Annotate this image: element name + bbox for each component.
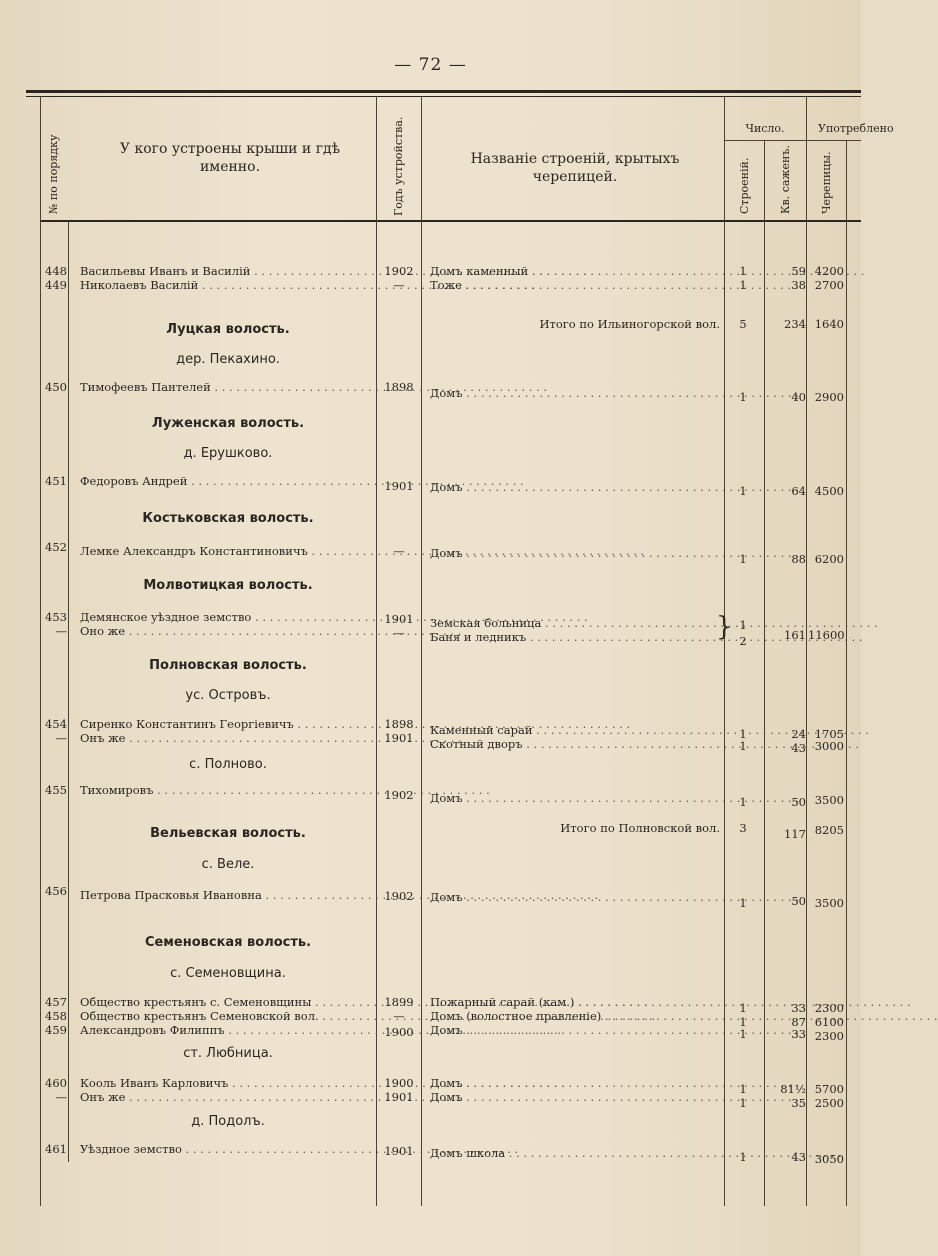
- table-row: [0, 474, 861, 498]
- cell-cnt: 3: [739, 821, 747, 835]
- cell-cnt: 1: [739, 278, 747, 292]
- cell-cnt: 1: [739, 1150, 747, 1164]
- cell-tiles: 11600: [808, 628, 845, 642]
- cell-year: —: [393, 278, 405, 292]
- cell-owner: Демянское уѣздное земство . . .: [80, 610, 376, 624]
- table-row: [0, 783, 861, 809]
- table-row: [0, 995, 861, 1015]
- table-row: [0, 1076, 861, 1096]
- cell-year: 1902: [384, 788, 414, 802]
- village-heading: д. Ерушково.: [183, 446, 273, 461]
- cell-area: 50: [791, 894, 806, 908]
- header-building: Названіе строеній, крытыхъ черепицей.: [470, 151, 680, 185]
- cell-tiles: 6200: [814, 552, 844, 566]
- table-row: [0, 884, 861, 910]
- cell-tiles: 6100: [814, 1015, 844, 1029]
- cell-bname: Земская больница . . .: [430, 616, 720, 630]
- cell-bname: Пожарный сарай (кам.) . . .: [430, 995, 720, 1009]
- cell-num: 453: [45, 610, 67, 624]
- cell-area: 161: [784, 628, 806, 642]
- cell-year: 1901: [384, 479, 414, 493]
- cell-owner: Уѣздное земство . . .: [80, 1142, 376, 1156]
- cell-cnt: 1: [739, 1015, 747, 1029]
- header-used: Употреблено: [818, 122, 894, 135]
- table-row: [0, 1009, 861, 1029]
- cell-owner: Кооль Иванъ Карловичъ . . .: [80, 1076, 376, 1090]
- cell-bname: Домъ . . .: [430, 546, 720, 560]
- cell-cnt: 2: [739, 634, 747, 648]
- cell-owner: Общество крестьянъ с. Семеновщины . . .: [80, 995, 376, 1009]
- cell-tiles: 1640: [814, 317, 844, 331]
- column-line: [806, 96, 807, 1206]
- header-year: Годъ устройства.: [392, 116, 405, 216]
- cell-tiles: 3050: [814, 1152, 844, 1166]
- cell-area: 81½: [780, 1082, 806, 1096]
- cell-bname: Домъ (волостное правленіе) . . .: [430, 1009, 720, 1023]
- cell-num: —: [55, 624, 67, 638]
- cell-year: 1900: [384, 1025, 414, 1039]
- top-rule: [26, 90, 861, 93]
- cell-tiles: 2700: [814, 278, 844, 292]
- cell-cnt: 1: [739, 484, 747, 498]
- cell-bname: Домъ . . .: [430, 890, 720, 904]
- cell-bname: Домъ . . .: [430, 480, 720, 494]
- village-heading: с. Веле.: [201, 857, 255, 872]
- cell-tiles: 4200: [814, 264, 844, 278]
- cell-owner: Онъ же . . .: [80, 731, 376, 745]
- cell-year: 1901: [384, 1090, 414, 1104]
- cell-cnt: 5: [739, 317, 747, 331]
- cell-total: Итого по Полновской вол.: [560, 821, 720, 835]
- cell-cnt: 1: [739, 795, 747, 809]
- header-sub-rule: [724, 140, 861, 141]
- cell-owner: Оно же . . .: [80, 624, 376, 638]
- cell-area: 24: [791, 727, 806, 741]
- cell-tiles: 3500: [814, 896, 844, 910]
- village-heading: д. Подолъ.: [191, 1114, 265, 1129]
- cell-year: 1902: [384, 264, 414, 278]
- cell-cnt: 1: [739, 1096, 747, 1110]
- cell-cnt: 1: [739, 618, 747, 632]
- cell-year: —: [393, 1009, 405, 1023]
- section-heading: Молвотицкая волость.: [143, 578, 313, 593]
- table-row: [0, 1023, 861, 1043]
- cell-tiles: 2300: [814, 1001, 844, 1015]
- cell-bname: Домъ . . .: [430, 791, 720, 805]
- page-number: — 72 —: [394, 55, 467, 75]
- cell-tiles: 2300: [814, 1029, 844, 1043]
- cell-year: 1898: [384, 717, 414, 731]
- cell-year: 1902: [384, 889, 414, 903]
- cell-bname: Домъ каменный . . .: [430, 264, 720, 278]
- cell-area: 38: [791, 278, 806, 292]
- cell-tiles: 1705: [814, 727, 844, 741]
- cell-owner: Петрова Прасковья Ивановна . . .: [80, 888, 376, 902]
- header-area: Кв. саженъ.: [779, 145, 792, 214]
- cell-cnt: 1: [739, 1001, 747, 1015]
- cell-area: 59: [791, 264, 806, 278]
- table-row: [0, 278, 861, 292]
- cell-area: 50: [791, 795, 806, 809]
- column-line: [724, 96, 725, 1206]
- column-line: [764, 140, 765, 1206]
- cell-area: 33: [791, 1027, 806, 1041]
- cell-cnt: 1: [739, 896, 747, 910]
- cell-owner: Васильевы Иванъ и Василій . . .: [80, 264, 376, 278]
- cell-num: 448: [45, 264, 67, 278]
- cell-owner: Тихомировъ . . .: [80, 783, 376, 797]
- cell-owner: Тимофеевъ Пантелей . . .: [80, 380, 376, 394]
- cell-bname: Баня и ледникъ . . .: [430, 630, 720, 644]
- village-heading: ст. Любница.: [183, 1046, 273, 1061]
- cell-num: 461: [45, 1142, 67, 1156]
- cell-bname: Домъ . . .: [430, 1076, 720, 1090]
- cell-cnt: 1: [739, 1027, 747, 1041]
- cell-year: 1899: [384, 995, 414, 1009]
- cell-area: 87: [791, 1015, 806, 1029]
- village-heading: с. Семеновщина.: [170, 966, 286, 981]
- cell-year: 1901: [384, 1144, 414, 1158]
- cell-num: 450: [45, 380, 67, 394]
- cell-year: —: [393, 544, 405, 558]
- cell-owner: Лемке Александръ Константиновичъ . . .: [80, 544, 376, 558]
- section-heading: Луженская волость.: [151, 416, 305, 431]
- village-heading: дер. Пекахино.: [176, 352, 280, 367]
- cell-num: 455: [45, 783, 67, 797]
- cell-num: 454: [45, 717, 67, 731]
- cell-owner: Сиренко Константинъ Георгіевичъ . . .: [80, 717, 376, 731]
- cell-year: 1900: [384, 1076, 414, 1090]
- cell-num: 458: [45, 1009, 67, 1023]
- cell-owner: Федоровъ Андрей . . .: [80, 474, 376, 488]
- cell-cnt: 1: [739, 390, 747, 404]
- cell-cnt: 1: [739, 727, 747, 741]
- column-line: [376, 96, 377, 1206]
- cell-total: Итого по Ильиногорской вол.: [539, 317, 720, 331]
- cell-bname: Домъ школа . . .: [430, 1146, 720, 1160]
- cell-owner: Общество крестьянъ Семеновской вол. . . .: [80, 1009, 376, 1023]
- section-heading: Луцкая волость.: [166, 322, 290, 337]
- cell-tiles: 2500: [814, 1096, 844, 1110]
- cell-bname: Домъ . . .: [430, 386, 720, 400]
- cell-area: 64: [791, 484, 806, 498]
- cell-bname: Тоже . . .: [430, 278, 720, 292]
- cell-num: 457: [45, 995, 67, 1009]
- cell-owner: Александровъ Филиппъ . . .: [80, 1023, 376, 1037]
- header-bottom-rule: [40, 220, 861, 222]
- cell-tiles: 3500: [814, 793, 844, 807]
- table-row: [0, 540, 861, 566]
- cell-num: 449: [45, 278, 67, 292]
- cell-bname: Скотный дворъ . . .: [430, 737, 720, 751]
- cell-area: 43: [791, 741, 806, 755]
- cell-tiles: 5700: [814, 1082, 844, 1096]
- cell-cnt: 1: [739, 264, 747, 278]
- column-line: [421, 96, 422, 1206]
- cell-area: 35: [791, 1096, 806, 1110]
- cell-bname: Каменный сарай . . .: [430, 723, 720, 737]
- cell-tiles: 4500: [814, 484, 844, 498]
- cell-owner: Николаевъ Василій . . .: [80, 278, 376, 292]
- section-heading: Полновская волость.: [149, 658, 307, 673]
- cell-cnt: 1: [739, 1082, 747, 1096]
- column-line: [40, 96, 41, 1206]
- table-row: [0, 380, 861, 404]
- section-heading: Семеновская волость.: [144, 935, 312, 950]
- cell-year: 1901: [384, 731, 414, 745]
- header-order: № по порядку: [47, 134, 60, 214]
- cell-tiles: 2900: [814, 390, 844, 404]
- table-row: [0, 731, 861, 755]
- cell-owner: Онъ же . . .: [80, 1090, 376, 1104]
- table-row: [0, 1142, 861, 1166]
- cell-area: 33: [791, 1001, 806, 1015]
- cell-area: 88: [791, 552, 806, 566]
- cell-area: 234: [784, 317, 806, 331]
- cell-num: 459: [45, 1023, 67, 1037]
- cell-num: 456: [45, 884, 67, 898]
- cell-tiles: 3000: [814, 739, 844, 753]
- header-number: Число.: [745, 122, 785, 135]
- village-heading: ус. Островъ.: [185, 688, 271, 703]
- cell-num: —: [55, 731, 67, 745]
- cell-tiles: 8205: [814, 823, 844, 837]
- cell-area: 43: [791, 1150, 806, 1164]
- cell-num: 452: [45, 540, 67, 554]
- cell-year: 1898: [384, 380, 414, 394]
- cell-area: 117: [784, 827, 806, 841]
- brace: }: [716, 612, 733, 642]
- header-buildings: Строеній.: [738, 157, 751, 214]
- cell-cnt: 1: [739, 739, 747, 753]
- table-row: [0, 1090, 861, 1110]
- table-row: [0, 264, 861, 278]
- top-rule-thin: [26, 96, 861, 97]
- cell-year: —: [393, 626, 405, 640]
- header-tiles: Черепицы.: [820, 151, 833, 214]
- cell-bname: Домъ . . .: [430, 1023, 720, 1037]
- header-owner: У кого устроены крыши и гдѣ именно.: [119, 141, 341, 175]
- cell-num: —: [55, 1090, 67, 1104]
- cell-area: 40: [791, 390, 806, 404]
- column-line: [846, 140, 847, 1206]
- cell-year: 1901: [384, 612, 414, 626]
- section-heading: Костьковская волость.: [142, 511, 314, 526]
- cell-bname: Домъ . . .: [430, 1090, 720, 1104]
- cell-num: 451: [45, 474, 67, 488]
- section-heading: Вельевская волость.: [150, 826, 306, 841]
- village-heading: с. Полново.: [189, 757, 267, 772]
- cell-num: 460: [45, 1076, 67, 1090]
- cell-cnt: 1: [739, 552, 747, 566]
